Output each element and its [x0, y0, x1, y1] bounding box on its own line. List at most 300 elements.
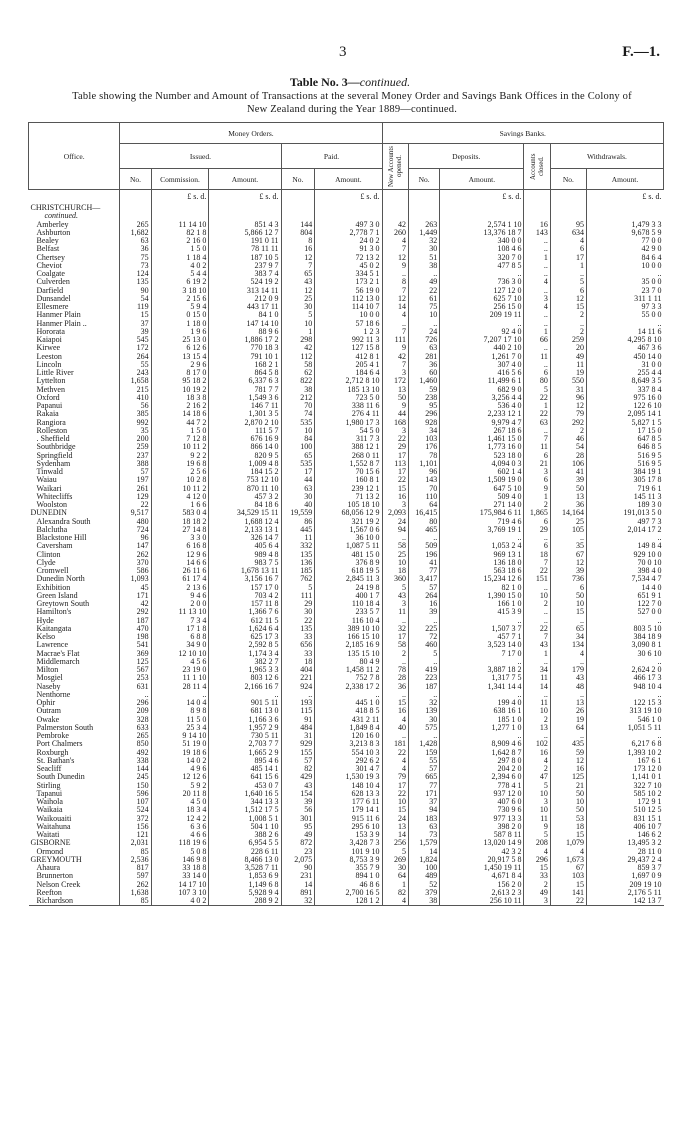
table-row: [29, 262, 664, 270]
deposits-amount-cell: 977 13 3: [440, 815, 524, 823]
paid-no-cell: 44: [281, 476, 315, 484]
new-accounts-cell: 5: [382, 848, 408, 856]
paid-amount-cell: 412 8 1: [315, 353, 382, 361]
paid-amount-cell: 56 19 0: [315, 287, 382, 295]
withdrawals-amount-cell: 17 15 0: [586, 427, 663, 435]
deposits-no-cell: 77: [409, 782, 440, 790]
commission-cell: 23 19 0: [151, 666, 209, 674]
deposits-no-cell: 70: [409, 485, 440, 493]
deposits-amount-cell: 297 8 0: [440, 757, 524, 765]
paid-amount-cell: 184 6 4: [315, 369, 382, 377]
table-row: [29, 427, 664, 435]
withdrawals-no-cell: 15: [550, 608, 586, 616]
table-row: [29, 625, 664, 633]
table-row: [29, 650, 664, 658]
table-row: [29, 311, 664, 319]
deposits-no-cell: 73: [409, 831, 440, 839]
table-row: [29, 551, 664, 559]
office-name: Waikari: [36, 484, 62, 493]
issued-amount-cell: 3,528 7 11: [209, 864, 281, 872]
issued-no-cell: 2,536: [120, 856, 151, 864]
issued-no-cell: 85: [120, 897, 151, 906]
table-row: [29, 493, 664, 501]
office-name: Kelso: [36, 633, 56, 641]
accounts-closed-cell: [524, 212, 550, 220]
accounts-closed-cell: ..: [524, 534, 550, 542]
withdrawals-amount-cell: 384 19 1: [586, 468, 663, 476]
paid-no-header: No.: [281, 169, 315, 190]
commission-cell: 25 3 4: [151, 724, 209, 732]
issued-amount-cell: 147 14 10: [209, 320, 281, 328]
issued-amount-cell: 3,156 16 7: [209, 575, 281, 583]
accounts-closed-cell: 10: [524, 806, 550, 814]
issued-amount-cell: 382 2 7: [209, 658, 281, 666]
new-accounts-cell: 8: [382, 278, 408, 286]
accounts-closed-cell: 10: [524, 592, 550, 600]
accounts-closed-cell: ..: [524, 584, 550, 592]
new-accounts-cell: 22: [382, 790, 408, 798]
issued-no-cell: 237: [120, 452, 151, 460]
issued-no-cell: 596: [120, 790, 151, 798]
paid-amount-cell: 71 13 2: [315, 493, 382, 501]
deposits-amount-cell: 398 2 0: [440, 823, 524, 831]
accounts-closed-cell: 5: [524, 782, 550, 790]
issued-no-cell: 9,517: [120, 509, 151, 517]
withdrawals-amount-cell: [586, 212, 663, 220]
commission-cell: 6 19 2: [151, 278, 209, 286]
accounts-closed-cell: 1,865: [524, 509, 550, 517]
commission-cell: 8 17 0: [151, 369, 209, 377]
new-accounts-cell: ..: [382, 534, 408, 542]
deposits-amount-cell: 1,642 8 7: [440, 749, 524, 757]
issued-no-cell: 850: [120, 740, 151, 748]
paid-no-cell: 301: [281, 815, 315, 823]
issued-no-cell: 37: [120, 320, 151, 328]
paid-amount-cell: 628 13 3: [315, 790, 382, 798]
office-name: Kaitangata: [36, 624, 72, 633]
withdrawals-no-cell: 106: [550, 460, 586, 468]
table-row: [29, 633, 664, 641]
withdrawals-no-cell: 4: [550, 848, 586, 856]
table-row: [29, 295, 664, 303]
office-name: GISBORNE: [30, 839, 71, 848]
table-row: [29, 328, 664, 336]
paid-no-cell: 298: [281, 336, 315, 344]
withdrawals-no-cell: 10: [550, 798, 586, 806]
new-accounts-cell: 9: [382, 262, 408, 270]
withdrawals-no-cell: 41: [550, 468, 586, 476]
commission-cell: 4 12 0: [151, 493, 209, 501]
issued-no-cell: 1,682: [120, 229, 151, 237]
withdrawals-amount-cell: 42 9 0: [586, 245, 663, 253]
deposits-no-cell: 57: [409, 765, 440, 773]
deposits-amount-cell: 11,499 6 1: [440, 377, 524, 385]
issued-amount-cell: 504 1 10: [209, 823, 281, 831]
deposits-amount-cell: 209 19 11: [440, 311, 524, 319]
table-row: [29, 361, 664, 369]
table-row: [29, 757, 664, 765]
deposits-no-cell: 32: [409, 237, 440, 245]
table-row: [29, 212, 664, 220]
commission-cell: 146 9 8: [151, 856, 209, 864]
deposits-no-header: No.: [409, 169, 440, 190]
commission-cell: 1 18 4: [151, 254, 209, 262]
deposits-amount-cell: 108 4 6: [440, 245, 524, 253]
new-accounts-cell: 12: [382, 295, 408, 303]
office-name: Brunnerton: [36, 872, 73, 881]
new-accounts-cell: 360: [382, 575, 408, 583]
paid-amount-cell: 2,712 8 10: [315, 377, 382, 385]
issued-no-cell: 129: [120, 493, 151, 501]
table-row: [29, 740, 664, 748]
issued-amount-cell: 983 7 5: [209, 559, 281, 567]
deposits-no-cell: 264: [409, 592, 440, 600]
office-name: Owake: [36, 715, 60, 724]
deposits-amount-cell: ..: [440, 320, 524, 328]
accounts-closed-cell: 11: [524, 674, 550, 682]
new-accounts-cell: 5: [382, 584, 408, 592]
withdrawals-no-cell: 6: [550, 584, 586, 592]
deposits-no-cell: 100: [409, 864, 440, 872]
paid-no-cell: 822: [281, 377, 315, 385]
accounts-closed-cell: ..: [524, 361, 550, 369]
commission-cell: 12 10 10: [151, 650, 209, 658]
office-name: Ashburton: [36, 228, 71, 237]
issued-amount-cell: 168 2 1: [209, 361, 281, 369]
table-row: [29, 509, 664, 517]
commission-cell: 11 13 10: [151, 608, 209, 616]
deposits-no-cell: 77: [409, 567, 440, 575]
paid-no-cell: [281, 204, 315, 212]
commission-cell: 17 1 8: [151, 625, 209, 633]
deposits-no-cell: 80: [409, 518, 440, 526]
paid-no-cell: 18: [281, 658, 315, 666]
deposits-amount-cell: 20,917 5 8: [440, 856, 524, 864]
paid-no-cell: 1: [281, 328, 315, 336]
withdrawals-amount-cell: 384 18 9: [586, 633, 663, 641]
deposits-no-cell: 509: [409, 542, 440, 550]
deposits-no-cell: 223: [409, 674, 440, 682]
withdrawals-no-cell: 22: [550, 897, 586, 906]
deposits-no-cell: 30: [409, 245, 440, 253]
withdrawals-no-cell: 6: [550, 245, 586, 253]
paid-no-cell: 7: [281, 262, 315, 270]
office-name: Cromwell: [36, 567, 69, 575]
table-row: [29, 600, 664, 608]
accounts-closed-cell: 3: [524, 897, 550, 906]
paid-no-cell: 25: [281, 295, 315, 303]
issued-no-cell: ..: [120, 691, 151, 699]
issued-amount-cell: 212 0 9: [209, 295, 281, 303]
commission-header: Commission.: [151, 169, 209, 190]
withdrawals-amount-cell: ..: [586, 617, 663, 625]
commission-cell: 8 9 8: [151, 707, 209, 715]
commission-cell: 19 18 6: [151, 749, 209, 757]
issued-no-cell: 545: [120, 336, 151, 344]
paid-no-cell: [281, 212, 315, 220]
table-row: [29, 567, 664, 575]
commission-cell: 44 7 2: [151, 419, 209, 427]
accounts-closed-cell: 11: [524, 699, 550, 707]
accounts-closed-cell: 9: [524, 823, 550, 831]
paid-no-cell: 445: [281, 526, 315, 534]
accounts-closed-cell: 151: [524, 575, 550, 583]
new-accounts-cell: 111: [382, 336, 408, 344]
table-row: [29, 575, 664, 583]
paid-no-cell: 10: [281, 320, 315, 328]
withdrawals-amount-cell: 189 3 0: [586, 501, 663, 509]
withdrawals-amount-cell: ..: [586, 658, 663, 666]
office-name: . Sheffield: [36, 435, 70, 443]
deposits-amount-cell: 271 14 0: [440, 501, 524, 509]
commission-cell: 14 18 6: [151, 410, 209, 418]
deposits-no-cell: 39: [409, 608, 440, 616]
issued-no-cell: 39: [120, 328, 151, 336]
paid-amount-cell: 8,753 3 9: [315, 856, 382, 864]
accounts-closed-cell: 43: [524, 641, 550, 649]
withdrawals-amount-cell: 313 19 10: [586, 707, 663, 715]
commission-cell: [151, 204, 209, 212]
paid-no-cell: 115: [281, 707, 315, 715]
deposits-amount-cell: 602 1 4: [440, 468, 524, 476]
office-name: Belfast: [36, 245, 60, 254]
units-row: [29, 190, 664, 205]
issued-amount-cell: 88 9 6: [209, 328, 281, 336]
withdrawals-amount-cell: 2,176 5 11: [586, 889, 663, 897]
issued-no-cell: 261: [120, 485, 151, 493]
issued-no-cell: 245: [120, 773, 151, 781]
table-row: [29, 864, 664, 872]
accounts-closed-cell: ..: [524, 245, 550, 253]
accounts-closed-cell: 6: [524, 452, 550, 460]
paid-amount-unit: £ s. d.: [315, 190, 382, 205]
commission-cell: 4 9 6: [151, 765, 209, 773]
withdrawals-no-cell: 1,673: [550, 856, 586, 864]
issued-no-cell: 631: [120, 683, 151, 691]
withdrawals-amount-cell: 10 0 0: [586, 262, 663, 270]
paid-no-cell: 10: [281, 427, 315, 435]
office-name: Rolleston: [36, 426, 68, 435]
table-row: [29, 716, 664, 724]
paid-no-cell: 90: [281, 864, 315, 872]
deposits-amount-cell: 166 1 0: [440, 600, 524, 608]
issued-no-cell: 1,638: [120, 889, 151, 897]
issued-no-cell: 56: [120, 402, 151, 410]
accounts-closed-cell: 29: [524, 526, 550, 534]
paid-amount-cell: [315, 212, 382, 220]
issued-no-cell: 125: [120, 658, 151, 666]
office-name: Dunsandel: [36, 294, 71, 303]
withdrawals-no-cell: 550: [550, 377, 586, 385]
deposits-amount-cell: 416 5 6: [440, 369, 524, 377]
deposits-amount-cell: 256 15 0: [440, 303, 524, 311]
accounts-closed-cell: 5: [524, 831, 550, 839]
withdrawals-amount-cell: 467 3 6: [586, 344, 663, 352]
commission-cell: 10 11 2: [151, 485, 209, 493]
withdrawals-no-cell: 435: [550, 740, 586, 748]
issued-no-cell: 171: [120, 592, 151, 600]
deposits-no-cell: 10: [409, 311, 440, 319]
deposits-amount-cell: 82 1 0: [440, 584, 524, 592]
commission-cell: 1 6 6: [151, 501, 209, 509]
paid-no-cell: 193: [281, 699, 315, 707]
office-name: Papanui: [36, 402, 63, 410]
withdrawals-no-cell: ..: [550, 658, 586, 666]
issued-no-cell: 124: [120, 270, 151, 278]
table-row: [29, 443, 664, 451]
withdrawals-amount-cell: 975 16 0: [586, 394, 663, 402]
withdrawals-no-cell: 50: [550, 592, 586, 600]
accounts-closed-cell: 1: [524, 650, 550, 658]
new-accounts-cell: 15: [382, 485, 408, 493]
paid-amount-cell: 166 15 10: [315, 633, 382, 641]
accounts-closed-cell: ..: [524, 344, 550, 352]
deposits-amount-cell: 9,979 4 7: [440, 419, 524, 427]
accounts-closed-cell: ..: [524, 287, 550, 295]
deposits-amount-cell: 440 2 10: [440, 344, 524, 352]
issued-amount-cell: 2,166 16 7: [209, 683, 281, 691]
deposits-amount-unit: £ s. d.: [440, 190, 524, 205]
issued-amount-cell: 457 3 2: [209, 493, 281, 501]
withdrawals-amount-cell: 146 6 2: [586, 831, 663, 839]
issued-amount-cell: 383 7 4: [209, 270, 281, 278]
deposits-amount-cell: ..: [440, 270, 524, 278]
accounts-closed-cell: 22: [524, 625, 550, 633]
issued-amount-cell: 1,008 5 1: [209, 815, 281, 823]
accounts-closed-cell: 49: [524, 889, 550, 897]
new-accounts-cell: 29: [382, 443, 408, 451]
issued-amount-cell: 901 5 11: [209, 699, 281, 707]
paid-amount-cell: 334 5 1: [315, 270, 382, 278]
table-row: [29, 394, 664, 402]
new-accounts-cell: 4: [382, 897, 408, 906]
issued-no-cell: 96: [120, 534, 151, 542]
commission-cell: 28 11 4: [151, 683, 209, 691]
office-name: Balclutha: [36, 525, 68, 534]
new-accounts-cell: 40: [382, 724, 408, 732]
withdrawals-amount-cell: 305 17 8: [586, 476, 663, 484]
deposits-amount-cell: 587 8 11: [440, 831, 524, 839]
office-name: Macrae's Flat: [36, 649, 80, 658]
issued-no-cell: 198: [120, 633, 151, 641]
office-name: St. Bathan's: [36, 756, 75, 765]
issued-no-cell: 265: [120, 221, 151, 229]
withdrawals-amount-cell: 122 6 10: [586, 402, 663, 410]
accounts-closed-cell: 5: [524, 386, 550, 394]
issued-no-cell: 150: [120, 782, 151, 790]
withdrawals-amount-cell: ..: [586, 534, 663, 542]
withdrawals-no-cell: ..: [550, 320, 586, 328]
paid-amount-cell: 295 6 10: [315, 823, 382, 831]
deposits-no-cell: 16,415: [409, 509, 440, 517]
issued-amount-cell: 1,688 12 4: [209, 518, 281, 526]
issued-amount-cell: 681 13 0: [209, 707, 281, 715]
commission-cell: 4 5 0: [151, 798, 209, 806]
table-row: [29, 229, 664, 237]
deposits-no-cell: 928: [409, 419, 440, 427]
commission-cell: 2 9 6: [151, 361, 209, 369]
paid-no-cell: 14: [281, 881, 315, 889]
new-accounts-cell: 50: [382, 394, 408, 402]
paid-amount-cell: 481 15 0: [315, 551, 382, 559]
table-row: [29, 435, 664, 443]
accounts-closed-cell: ..: [524, 270, 550, 278]
deposits-no-cell: 52: [409, 881, 440, 889]
issued-amount-cell: 2,592 8 5: [209, 641, 281, 649]
issued-no-cell: 90: [120, 287, 151, 295]
withdrawals-no-cell: 259: [550, 336, 586, 344]
accounts-closed-cell: 3: [524, 798, 550, 806]
accounts-closed-cell: 3: [524, 468, 550, 476]
issued-no-cell: 633: [120, 724, 151, 732]
issued-no-cell: 200: [120, 435, 151, 443]
deposits-no-cell: 22: [409, 287, 440, 295]
withdrawals-amount-cell: ..: [586, 732, 663, 740]
deposits-amount-cell: 523 18 0: [440, 452, 524, 460]
table-row: [29, 518, 664, 526]
withdrawals-amount-cell: 173 12 0: [586, 765, 663, 773]
office-name: Oxford: [36, 393, 60, 402]
new-accounts-cell: 1: [382, 881, 408, 889]
paid-no-cell: 136: [281, 559, 315, 567]
issued-amount-cell: 5,866 12 7: [209, 229, 281, 237]
issued-no-cell: [120, 212, 151, 220]
office-name: Rakaia: [36, 410, 59, 419]
paid-no-cell: 42: [281, 344, 315, 352]
new-accounts-cell: 17: [382, 468, 408, 476]
paid-no-cell: 804: [281, 229, 315, 237]
issued-amount-cell: 1,957 2 9: [209, 724, 281, 732]
withdrawals-amount-cell: 28 11 0: [586, 848, 663, 856]
issued-no-cell: 45: [120, 584, 151, 592]
issued-amount-cell: 78 11 11: [209, 245, 281, 253]
paid-amount-cell: 1,087 5 11: [315, 542, 382, 550]
accounts-closed-cell: 2: [524, 600, 550, 608]
new-accounts-cell: 4: [382, 716, 408, 724]
paid-amount-cell: 3,213 8 3: [315, 740, 382, 748]
issued-amount-cell: 770 18 3: [209, 344, 281, 352]
paid-amount-cell: 110 18 4: [315, 600, 382, 608]
table-row: [29, 724, 664, 732]
new-accounts-cell: 7: [382, 287, 408, 295]
deposits-no-cell: 41: [409, 559, 440, 567]
commission-cell: 4 0 2: [151, 262, 209, 270]
issued-no-cell: 372: [120, 815, 151, 823]
paid-amount-cell: 268 0 11: [315, 452, 382, 460]
paid-amount-cell: 338 11 6: [315, 402, 382, 410]
table-row: [29, 699, 664, 707]
accounts-closed-cell: 2: [524, 716, 550, 724]
paid-no-cell: 872: [281, 839, 315, 847]
issued-amount-header: Amount.: [209, 169, 281, 190]
withdrawals-amount-cell: 13,495 3 2: [586, 839, 663, 847]
issued-no-cell: 121: [120, 831, 151, 839]
paid-amount-cell: 101 9 10: [315, 848, 382, 856]
commission-cell: 13 15 4: [151, 353, 209, 361]
issued-amount-cell: 1,853 6 9: [209, 872, 281, 880]
issued-no-cell: 370: [120, 559, 151, 567]
paid-no-cell: 57: [281, 757, 315, 765]
issued-amount-cell: 187 10 5: [209, 254, 281, 262]
deposits-amount-cell: 647 5 10: [440, 485, 524, 493]
office-name: Southbridge: [36, 443, 76, 452]
withdrawals-amount-cell: 546 1 0: [586, 716, 663, 724]
table-row: [29, 856, 664, 864]
table-row: [29, 617, 664, 625]
deposits-no-cell: 95: [409, 402, 440, 410]
office-name: Hanmer Plain: [36, 311, 81, 320]
issued-amount-cell: 84 18 6: [209, 501, 281, 509]
